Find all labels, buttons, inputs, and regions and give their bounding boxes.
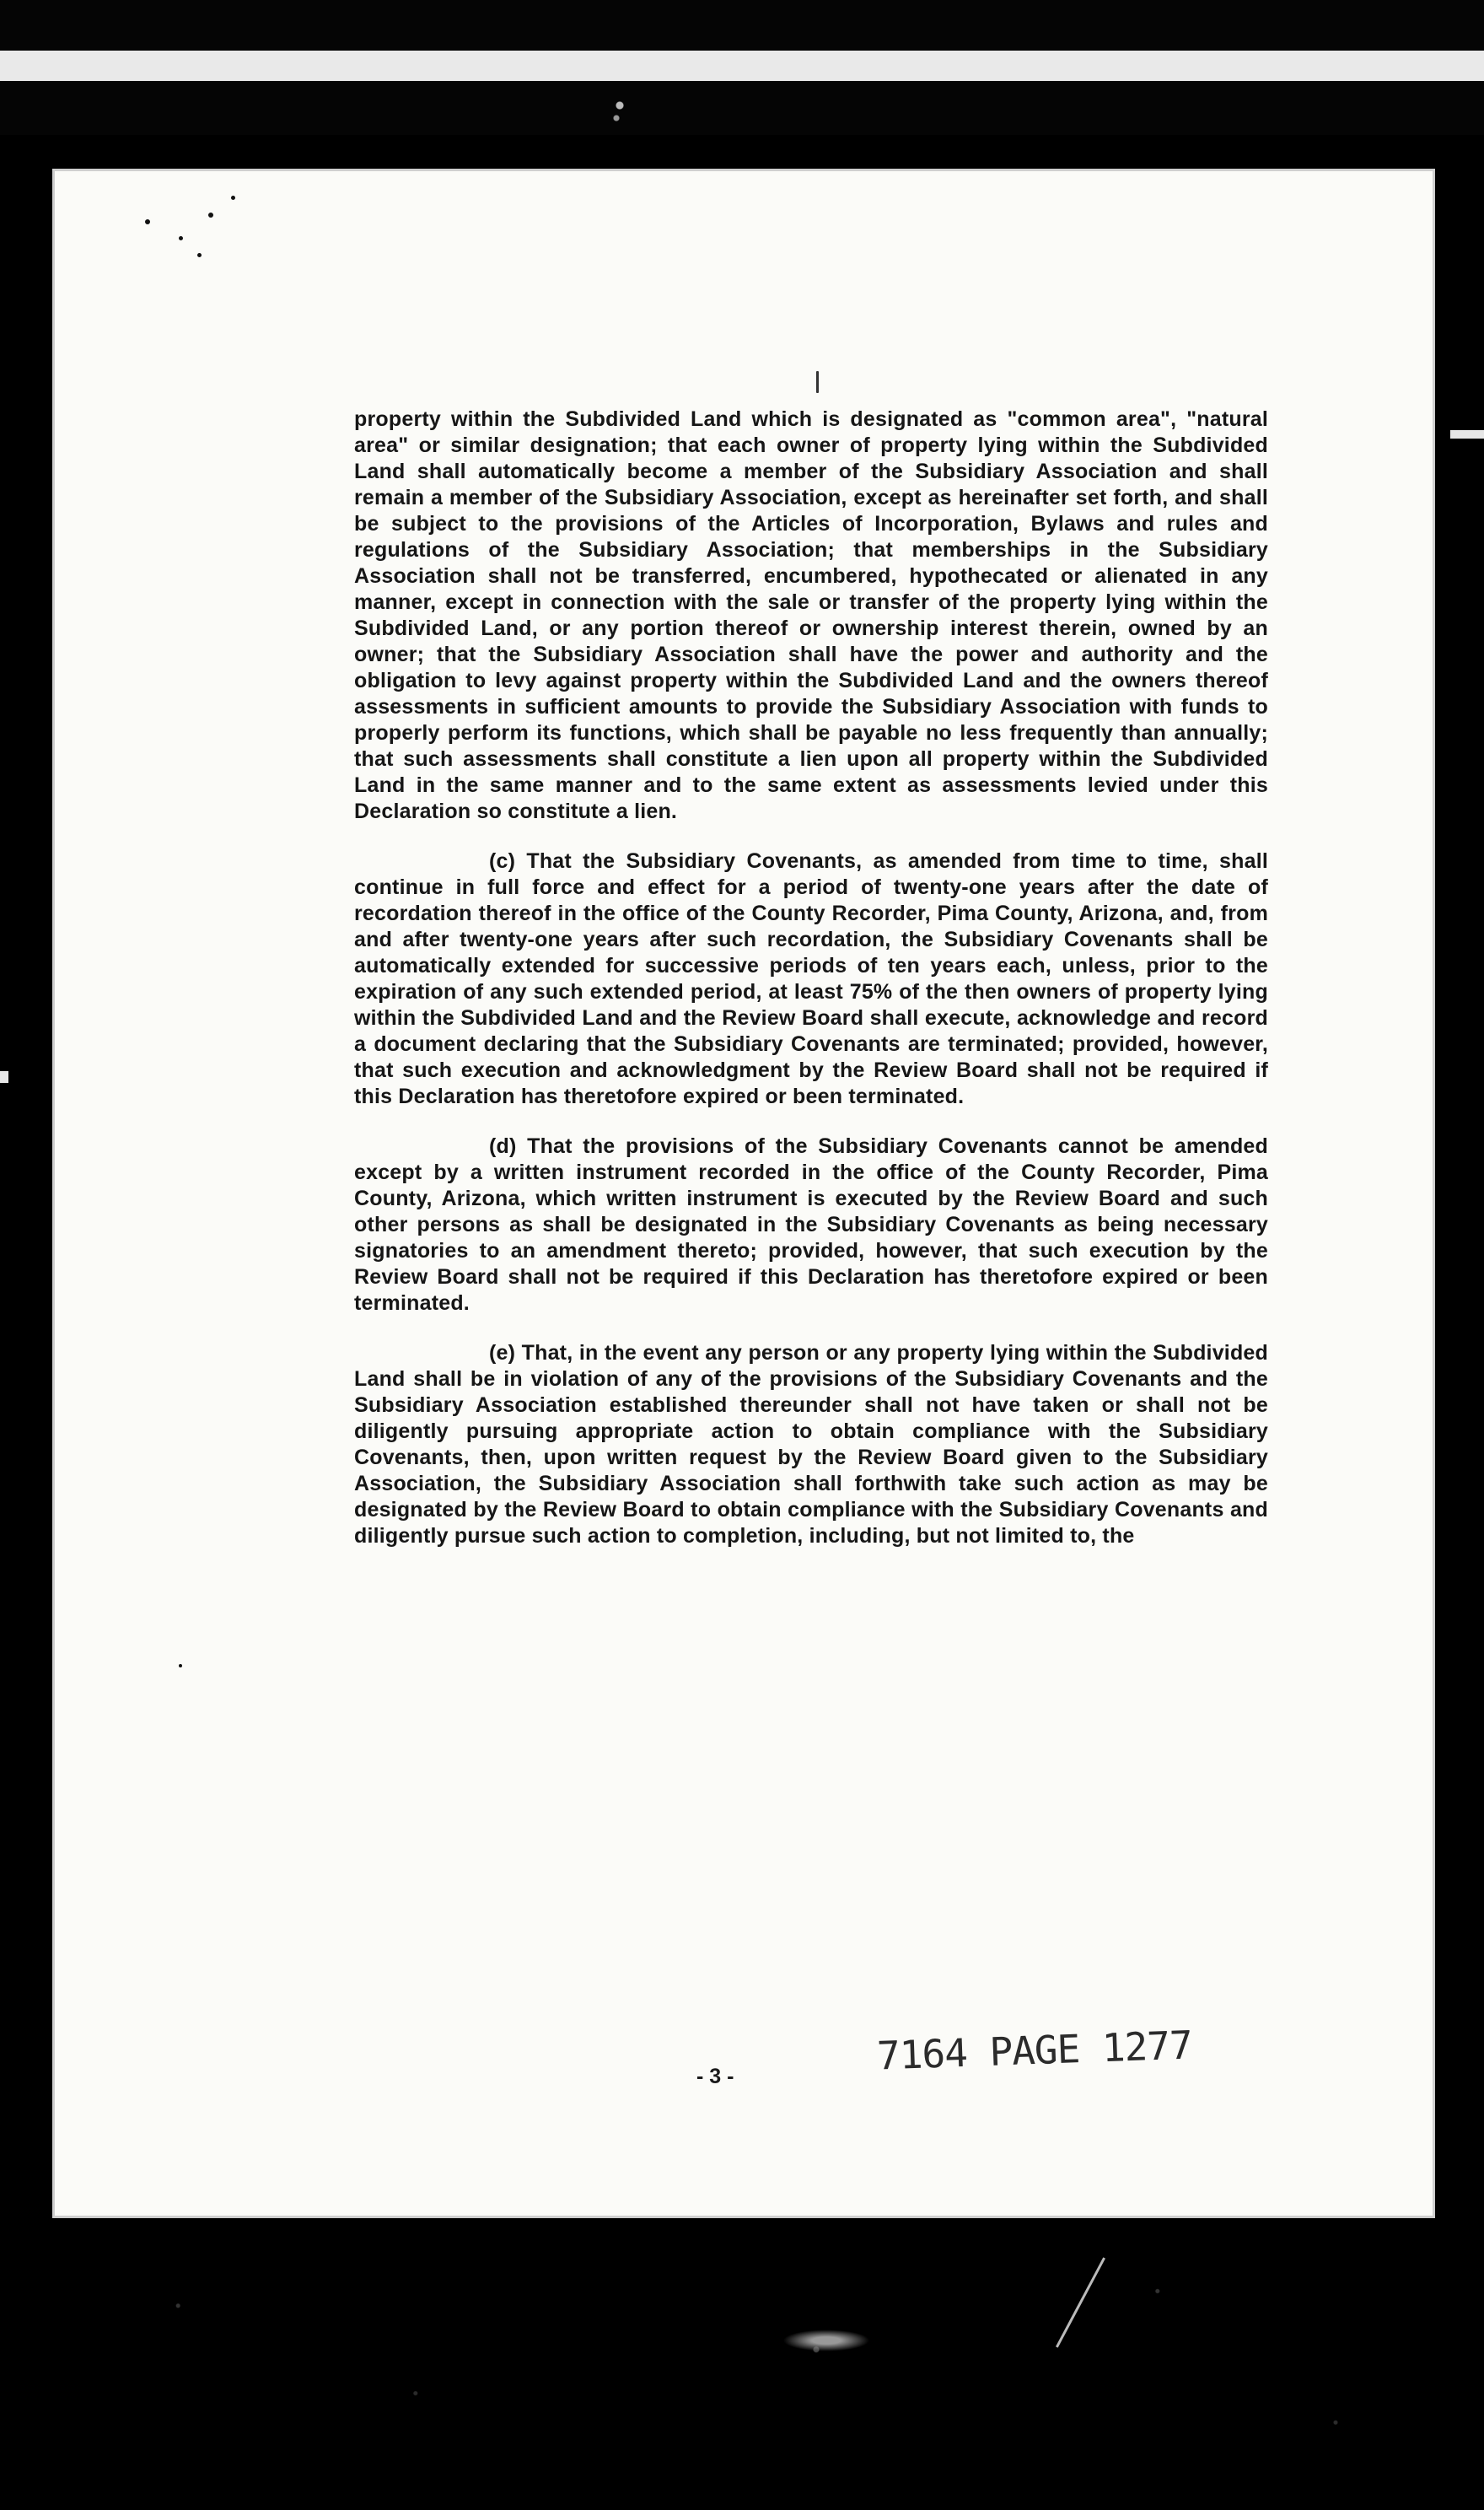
left-margin-mark (0, 1071, 8, 1083)
scan-speck (179, 236, 183, 240)
paragraph-c: (c) That the Subsidiary Covenants, as amended from time to time, shall continue in full force and effect for a period of twenty-one years after the date of recordation thereof in the office of the County Recorder, Pima County, Arizona, and, from and after twenty-one years after such recordation, the Subsidiary Covenants shall be automatically extended for successive periods of ten years each, unless, prior to the expiration of any such extended period, at least 75% of the then owners of property lying within the Subdivided Land and the Review Board shall execute, acknowledge and record a document declaring that the Subsidiary Covenants are terminated; provided, however, that such execution and acknowledgment by the Review Board shall not be required if this Declaration has theretofore expired or been terminated. (354, 849, 1268, 1108)
scan-top-border (0, 0, 1484, 135)
document-body (354, 407, 1268, 1573)
scan-speck (816, 371, 819, 393)
scan-streak (1056, 2257, 1105, 2347)
scan-speck (208, 213, 213, 218)
paragraph-e: (e) That, in the event any person or any property lying within the Subdivided Land shall be in violation of any of the provisions of the Subsidiary Covenants and the Subsidiary Association established thereunder shall not have taken or shall not be diligently pursuing appropriate action to obtain compliance with the Subsidiary Covenants, then, upon written request by the Review Board given to the Subsidiary Association, the Subsidiary Association shall forthwith take such action as may be designated by the Review Board to obtain compliance with the Subsidiary Covenants and diligently pursue such action to completion, including, but not limited to, the (354, 1341, 1268, 1548)
scan-speck (145, 219, 150, 224)
scan-speck (179, 1664, 182, 1667)
scan-speck (231, 196, 235, 200)
paragraph-continued: property within the Subdivided Land which is designated as "common area", "natural area" or similar designation; that each owner of property lying within the Subdivided Land shall automatically become a member of the Subsidiary Association and shall remain a member of the Subsidiary Association, except as hereinafter set forth, and shall be subject to the provisions of the Articles of Incorporation, Bylaws and rules and regulations of the Subsidiary Association; that memberships in the Subsidiary Association shall not be transferred, encumbered, hypothecated or alienated in any manner, except in connection with the sale or transfer of the property lying within the Subdivided Land, or any portion thereof or ownership interest therein, owned by an owner; that the Subsidiary Association shall have the power and authority and the obligation to levy against property within the Subdivided Land and the owners thereof assessments in sufficient amounts to provide the Subsidiary Association with funds to properly perform its functions, which shall be payable no less frequently than annually; that such assessments shall constitute a lien upon all property within the Subdivided Land in the same manner and to the same extent as assessments levied under this Declaration so constitute a lien. (354, 407, 1268, 823)
scan-bottom-border (0, 2218, 1484, 2510)
scan-speck (197, 253, 202, 257)
scan-top-strip (0, 51, 1484, 81)
paragraph-d: (d) That the provisions of the Subsidiary Covenants cannot be amended except by a written instrument recorded in the office of the County Recorder, Pima County, Arizona, which written instrument is executed by the Review Board and such other persons as shall be designated in the Subsidiary Covenants as being necessary signatories to an amendment thereto; provided, however, that such execution by the Review Board shall not be required if this Declaration has theretofore expired or been terminated. (354, 1134, 1268, 1315)
scan-blob (776, 2328, 877, 2353)
recording-stamp: 7164 PAGE 1277 (876, 2022, 1193, 2079)
scan-artifact-mark (603, 83, 637, 133)
page-number: - 3 - (696, 2065, 734, 2088)
right-margin-mark (1450, 430, 1484, 439)
